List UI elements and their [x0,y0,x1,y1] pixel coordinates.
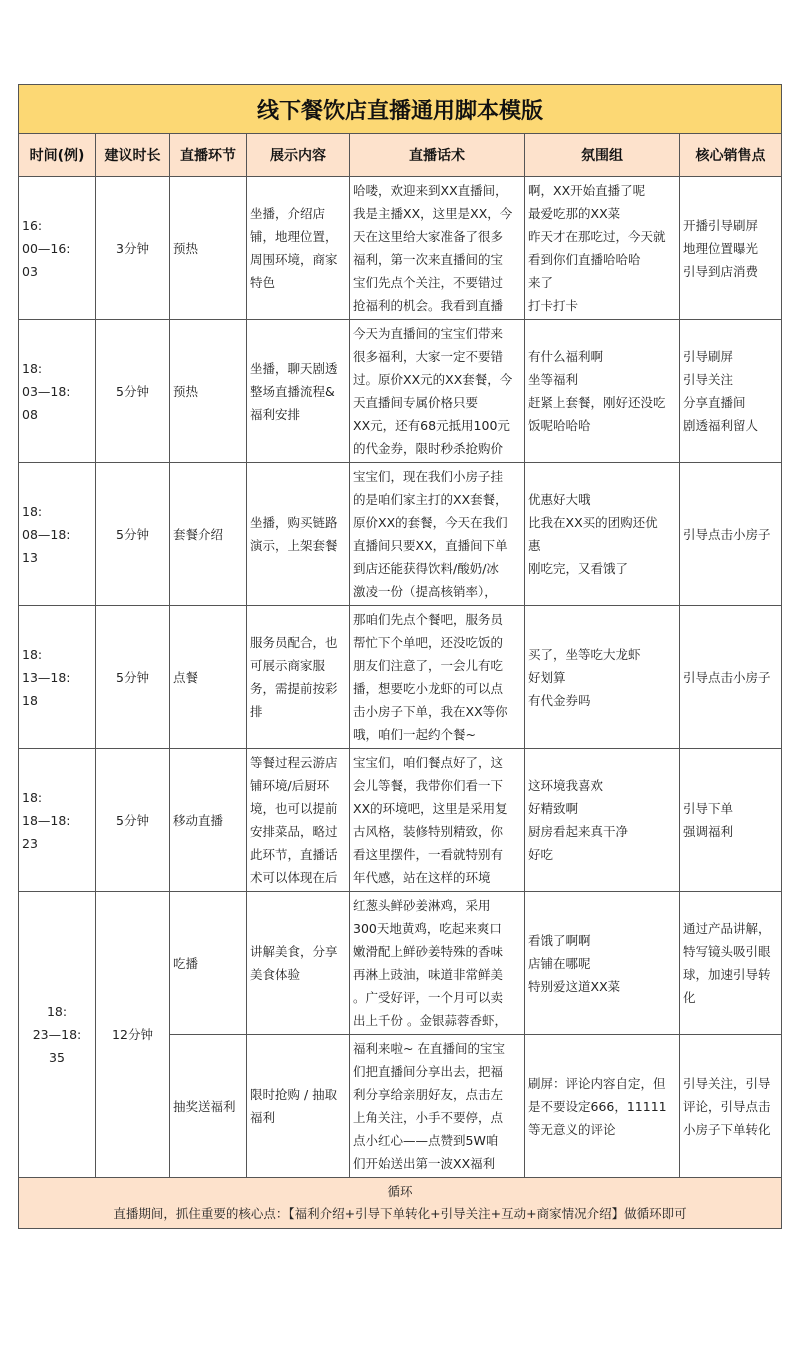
script-cell-line: 嫩滑配上鲜砂姜特殊的香味 [353,944,504,959]
atmosphere-cell-line: 惠 [528,538,541,553]
header-row [19,134,782,177]
script-cell-line: 天在这里给大家准备了很多 [353,229,504,244]
script-cell [350,749,525,892]
time-cell-line: 08 [22,406,38,422]
duration-cell-text: 5分钟 [116,669,149,685]
display-cell [247,320,350,463]
duration-cell [96,606,170,749]
atmosphere-cell [525,177,680,320]
atmosphere-cell [525,463,680,606]
display-cell-line: 可展示商家服 [250,658,326,673]
atmosphere-cell [525,1035,680,1178]
script-cell-line: 上角关注，小手不要停，点 [353,1110,504,1125]
duration-cell [96,892,170,1178]
script-cell [350,1035,525,1178]
time-cell-line: 16: [22,217,43,233]
script-template-table [18,84,782,1229]
time-cell-line: 18: [22,789,43,805]
time-cell [19,320,96,463]
table-row [19,177,782,320]
display-cell-line: 美食体验 [250,967,301,982]
segment-cell-text: 预热 [173,240,199,256]
script-cell-line: 的是咱们家主打的XX套餐， [353,492,508,507]
display-cell-line: 境，也可以提前 [250,801,338,816]
column-header: 氛围组 [525,134,680,177]
selling-cell-line: 强调福利 [683,824,734,839]
atmosphere-cell-line: 最爱吃那的XX菜 [528,206,621,221]
display-cell-line: 周围环境，商家 [250,252,338,267]
time-cell-line: 03—18: [22,383,71,399]
segment-cell-text: 预热 [173,383,199,399]
script-cell-line: 抢福利的机会。我看到直播 [353,298,504,313]
table-title: 线下餐饮店直播通用脚本模版 [19,85,782,134]
atmosphere-cell-line: 比我在XX买的团购还优 [528,515,658,530]
script-cell-line: 播，想要吃小龙虾的可以点 [353,681,504,696]
column-header: 直播环节 [170,134,247,177]
script-cell-line: 直播间只要XX，直播间下单 [353,538,508,553]
time-cell-line: 35 [49,1050,65,1065]
display-cell-line: 演示，上架套餐 [250,538,338,553]
time-cell-line: 18—18: [22,812,71,828]
script-cell-line: 宝宝们，现在我们小房子挂 [353,469,504,484]
atmosphere-cell-line: 这环境我喜欢 [528,778,604,793]
atmosphere-cell-line: 刷屏：评论内容自定，但 [528,1075,666,1091]
table-row [19,606,782,749]
display-cell-line: 整场直播流程& [250,383,335,399]
footer-title: 循环 [387,1184,413,1199]
column-header: 展示内容 [247,134,350,177]
display-cell-line: 坐播，聊天剧透 [250,360,338,376]
time-cell-line: 18: [22,646,43,662]
selling-cell-line: 引导下单 [683,801,734,816]
script-cell [350,606,525,749]
selling-cell [680,749,782,892]
segment-cell [170,606,247,749]
column-header: 建议时长 [96,134,170,177]
selling-cell-line: 小房子下单转化 [683,1121,771,1137]
segment-cell-text: 吃播 [173,955,199,971]
time-cell-line: 18: [22,360,43,376]
selling-cell-line: 引导关注，引导 [683,1075,771,1091]
display-cell [247,892,350,1035]
atmosphere-cell-line: 优惠好大哦 [528,492,591,507]
script-cell-line: 朋友们注意了，一会儿有吃 [353,658,504,673]
atmosphere-cell-line: 看饿了啊啊 [528,932,591,948]
atmosphere-cell-line: 有代金券吗 [528,692,591,708]
selling-cell [680,177,782,320]
script-cell-line: 再淋上豉油，味道非常鲜美 [353,967,504,982]
atmosphere-cell-line: 来了 [528,275,554,290]
atmosphere-cell-line: 啊，XX开始直播了呢 [528,183,646,198]
atmosphere-cell-line: 买了，坐等吃大龙虾 [528,646,641,662]
display-cell [247,1035,350,1178]
segment-cell [170,463,247,606]
script-cell-line: 很多福利，大家一定不要错 [353,349,504,364]
atmosphere-cell-line: 特别爱这道XX菜 [528,978,621,994]
script-cell-line: 看这里摆件，一看就特别有 [353,847,504,862]
segment-cell [170,320,247,463]
script-cell-line: 利分享给亲朋好友，点击左 [353,1087,504,1102]
script-cell-line: 。广受好评，一个月可以卖 [353,990,504,1005]
selling-cell [680,320,782,463]
display-cell-line: 限时抢购 / 抽取 [250,1087,338,1102]
duration-cell-text: 12分钟 [112,1027,153,1042]
time-cell-line: 08—18: [22,526,71,542]
atmosphere-cell-line: 刚吃完，又看饿了 [528,561,629,576]
atmosphere-cell-line: 有什么福利啊 [528,349,604,364]
time-cell-line: 00—16: [22,240,71,256]
selling-cell-line: 开播引导刷屏 [683,217,759,233]
script-cell-line: 红葱头鲜砂姜淋鸡，采用 [353,898,491,913]
display-cell-line: 术可以体现在后 [250,870,338,885]
duration-cell [96,749,170,892]
script-cell [350,177,525,320]
selling-cell-line: 剧透福利留人 [683,418,759,433]
script-cell-line: XX的环境吧，这里是采用复 [353,801,508,816]
table-row [19,320,782,463]
selling-cell-line: 引导关注 [683,372,734,387]
display-cell-line: 排 [250,704,263,719]
script-cell-line: 出上千份 。金银蒜蓉香虾， [353,1013,507,1028]
segment-cell [170,1035,247,1178]
duration-cell-text: 5分钟 [116,812,149,828]
display-cell-line: 铺，地理位置， [250,229,338,244]
script-cell-line: 宝宝们，咱们餐点好了，这 [353,755,504,770]
selling-cell [680,1035,782,1178]
time-cell [19,177,96,320]
script-cell-line: 古风格，装修特别精致，你 [353,824,504,839]
time-cell-line: 13—18: [22,669,71,685]
time-cell-line: 03 [22,263,38,279]
duration-cell [96,320,170,463]
display-cell [247,749,350,892]
atmosphere-cell-line: 坐等福利 [528,372,579,387]
script-cell-line: 们把直播间分享出去，把福 [353,1064,504,1079]
atmosphere-cell-line: 好划算 [528,669,566,685]
script-cell-line: 哦，咱们一起约个餐~ [353,727,476,742]
script-cell-line: 我是主播XX，这里是XX，今 [353,206,513,221]
script-cell-line: 击小房子下单，我在XX等你 [353,704,508,719]
script-cell-line: 帮忙下个单吧，还没吃饭的 [353,635,504,650]
selling-cell [680,463,782,606]
atmosphere-cell [525,749,680,892]
script-cell-line: 激凌一份（提高核销率）， [353,584,497,599]
selling-cell-line: 评论，引导点击 [683,1098,771,1114]
script-cell-line: 们开始送出第一波XX福利 [353,1156,496,1171]
display-cell-line: 铺环境/后厨环 [250,778,330,793]
script-cell [350,320,525,463]
atmosphere-cell [525,320,680,463]
column-header: 直播话术 [350,134,525,177]
display-cell [247,463,350,606]
display-cell-line: 安排菜品，略过 [250,824,338,839]
segment-cell [170,892,247,1035]
footer-note [19,1178,782,1229]
atmosphere-cell-line: 昨天才在那吃过，今天就 [528,229,666,244]
script-cell-line: 福利，第一次来直播间的宝 [353,252,504,267]
atmosphere-cell [525,892,680,1035]
display-cell [247,606,350,749]
atmosphere-cell-line: 打卡打卡 [528,298,579,313]
table-row [19,892,782,1035]
display-cell-line: 服务员配合，也 [250,635,338,650]
time-cell-line: 13 [22,549,38,565]
script-cell-line: 天直播间专属价格只要 [353,395,479,410]
display-cell-line: 福利安排 [250,406,301,422]
script-cell-line: 原价XX的套餐，今天在我们 [353,515,508,530]
segment-cell-text: 点餐 [173,669,199,685]
atmosphere-cell-line: 看到你们直播哈哈哈 [528,252,641,267]
duration-cell-text: 5分钟 [116,383,149,399]
segment-cell-text: 抽奖送福利 [173,1098,236,1114]
footer-row [19,1178,782,1229]
selling-cell-line: 引导到店消费 [683,263,759,279]
script-cell-line: XX元，还有68元抵用100元 [353,418,510,433]
script-cell-line: 宝们先点个关注，不要错过 [353,275,504,290]
duration-cell [96,463,170,606]
column-header: 核心销售点 [680,134,782,177]
script-cell-line: 今天为直播间的宝宝们带来 [353,326,504,341]
atmosphere-cell [525,606,680,749]
selling-cell-line: 引导点击小房子 [683,526,771,542]
time-cell-line: 23 [22,835,38,851]
script-cell [350,892,525,1035]
script-cell-line: 那咱们先点个餐吧，服务员 [353,612,504,627]
selling-cell-line: 球，加速引导转 [683,967,771,982]
selling-cell-line: 引导刷屏 [683,349,734,364]
atmosphere-cell-line: 厨房看起来真干净 [528,824,629,839]
script-cell-line: 到店还能获得饮料/酸奶/冰 [353,561,499,576]
table-row [19,463,782,606]
time-cell [19,749,96,892]
table-row [19,749,782,892]
atmosphere-cell-line: 好精致啊 [528,801,579,816]
selling-cell [680,892,782,1035]
atmosphere-cell-line: 是不要设定666，11111 [528,1098,667,1114]
display-cell-line: 等餐过程云游店 [250,755,338,770]
selling-cell-line: 地理位置曝光 [683,240,759,256]
time-cell-line: 18 [22,692,38,708]
script-cell [350,463,525,606]
script-cell-line: 年代感，站在这样的环境 [353,870,491,885]
selling-cell-line: 化 [683,990,696,1005]
selling-cell-line: 分享直播间 [683,395,746,410]
display-cell-line: 讲解美食，分享 [250,944,338,959]
display-cell-line: 坐播，购买链路 [250,515,338,530]
script-cell-line: 300天地黄鸡，吃起来爽口 [353,921,502,936]
footer-text: 直播期间，抓住重要的核心点：【福利介绍+引导下单转化+引导关注+互动+商家情况介绍】做循环即可 [113,1206,687,1221]
duration-cell-text: 5分钟 [116,526,149,542]
display-cell-line: 福利 [250,1110,276,1125]
segment-cell-text: 移动直播 [173,812,224,828]
segment-cell-text: 套餐介绍 [173,526,224,542]
script-cell-line: 点小红心——点赞到5W咱 [353,1133,499,1148]
script-cell-line: 过。原价XX元的XX套餐，今 [353,372,513,387]
time-cell-line: 23—18: [32,1027,82,1042]
time-cell [19,606,96,749]
segment-cell [170,177,247,320]
display-cell-line: 此环节，直播话 [250,847,338,862]
display-cell-line: 坐播，介绍店 [250,206,326,221]
selling-cell-line: 通过产品讲解， [683,921,771,936]
segment-cell [170,749,247,892]
display-cell-line: 务，需提前按彩 [250,681,338,696]
time-cell [19,463,96,606]
atmosphere-cell-line: 饭呢哈哈哈 [528,418,591,433]
script-cell-line: 福利来啦~ 在直播间的宝宝 [353,1041,505,1056]
duration-cell-text: 3分钟 [116,240,149,256]
time-cell-line: 18: [46,1004,68,1019]
display-cell [247,177,350,320]
column-header: 时间(例) [19,134,96,177]
atmosphere-cell-line: 赶紧上套餐，刚好还没吃 [528,395,666,410]
atmosphere-cell-line: 好吃 [528,847,554,862]
atmosphere-cell-line: 店铺在哪呢 [528,955,591,971]
atmosphere-cell-line: 等无意义的评论 [528,1121,616,1137]
selling-cell-line: 引导点击小房子 [683,669,771,685]
duration-cell [96,177,170,320]
time-cell [19,892,96,1178]
display-cell-line: 特色 [250,275,276,290]
script-cell-line: 会儿等餐，我带你们看一下 [353,778,504,793]
script-cell-line: 的代金券，限时秒杀抢购价 [353,441,504,456]
selling-cell-line: 特写镜头吸引眼 [683,944,771,959]
script-cell-line: 哈喽，欢迎来到XX直播间， [353,183,508,198]
time-cell-line: 18: [22,503,43,519]
selling-cell [680,606,782,749]
